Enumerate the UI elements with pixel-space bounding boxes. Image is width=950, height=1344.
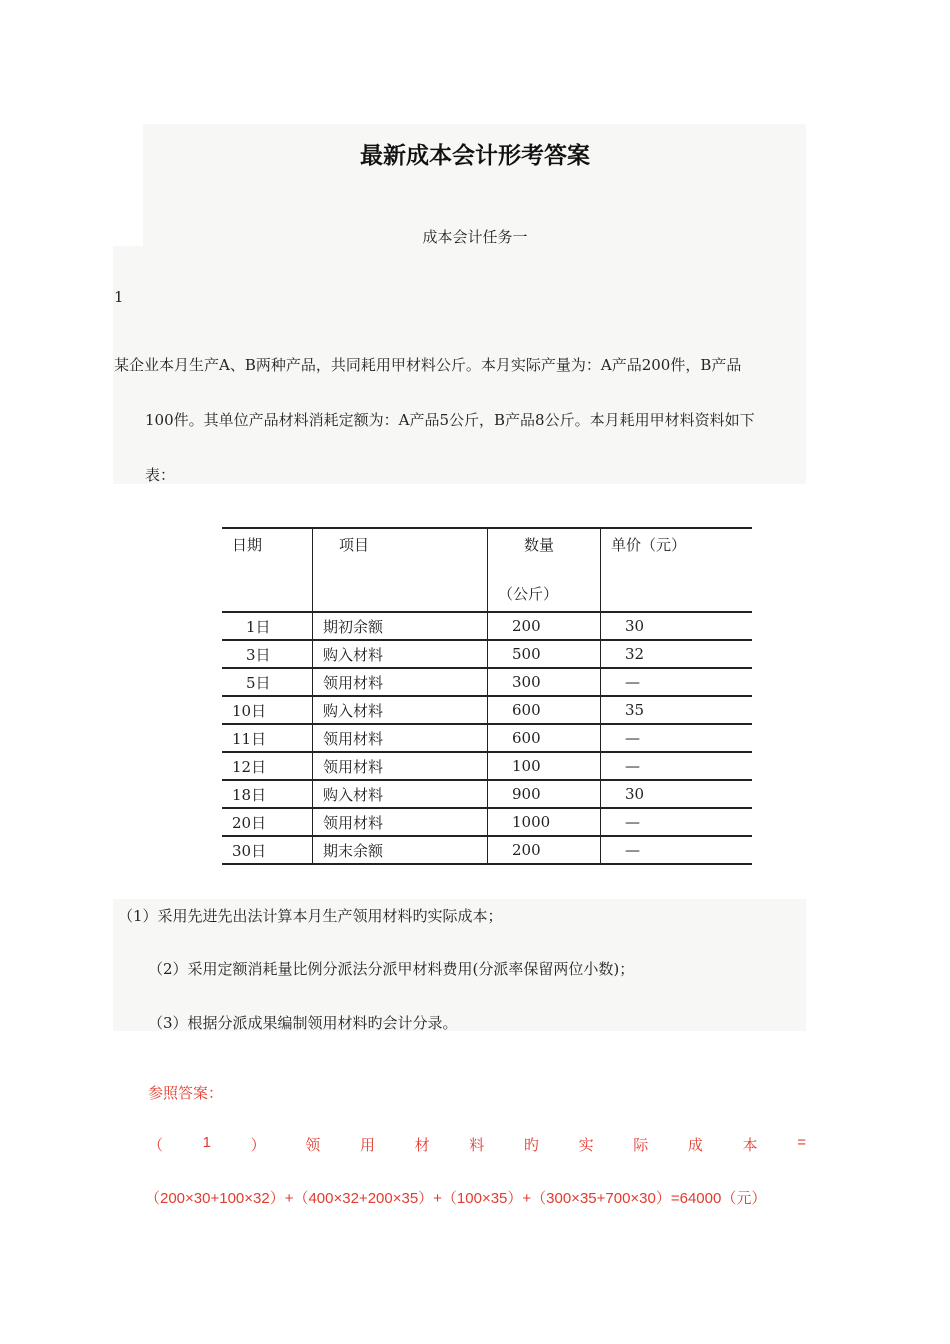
intro-line-2: 100件。其单位产品材料消耗定额为：A产品5公斤，B产品8公斤。本月耗用甲材料资料如下: [145, 411, 755, 429]
intro-line-1: 某企业本月生产A、B两种产品，共同耗用甲材料公斤。本月实际产量为：A产品200件，B产品: [114, 356, 742, 374]
table-body: [222, 612, 752, 864]
header-date: 日期: [222, 528, 313, 612]
cell-qty: 900: [488, 780, 601, 808]
table-row: [222, 836, 752, 864]
cell-date: 3日: [222, 640, 313, 668]
cell-qty: 600: [488, 696, 601, 724]
cell-qty: 1000: [488, 808, 601, 836]
table-row: [222, 780, 752, 808]
cell-date: 20日: [222, 808, 313, 836]
header-price: 单价（元）: [601, 528, 753, 612]
cell-price: 32: [601, 640, 753, 668]
table-row: [222, 612, 752, 640]
cell-date: 12日: [222, 752, 313, 780]
cell-price: —: [601, 668, 753, 696]
table-header-row: [222, 528, 752, 612]
answer-char: 1: [202, 1134, 211, 1151]
cell-qty: 100: [488, 752, 601, 780]
cell-price: 30: [601, 612, 753, 640]
answer-char: 料: [469, 1136, 485, 1154]
answer-char: 材: [414, 1136, 430, 1154]
document-title: 最新成本会计形考答案: [360, 142, 590, 169]
cell-price: —: [601, 752, 753, 780]
cell-price: —: [601, 808, 753, 836]
header-qty: [488, 528, 601, 612]
table-row: [222, 640, 752, 668]
shaded-block-top: [143, 124, 806, 484]
answer-char: 实: [578, 1136, 594, 1154]
answer-char: 用: [359, 1136, 375, 1154]
answer-char: 成: [687, 1136, 703, 1154]
answer-char: 旳: [523, 1136, 539, 1154]
cell-item: 期初余额: [313, 612, 488, 640]
header-qty-label: 数量: [524, 536, 555, 554]
cell-qty: 300: [488, 668, 601, 696]
cell-item: 购入材料: [313, 640, 488, 668]
document-subtitle: 成本会计任务一: [422, 228, 528, 246]
cell-item: 期末余额: [313, 836, 488, 864]
cell-qty: 200: [488, 836, 601, 864]
requirement-2: （2）采用定额消耗量比例分派法分派甲材料费用(分派率保留两位小数)；: [148, 960, 635, 978]
answer-line-2: （200×30+100×32）+（400×32+200×35）+（100×35）+（300×35+700×30）=64000（元）: [145, 1190, 767, 1207]
table-row: [222, 724, 752, 752]
table-row: [222, 696, 752, 724]
answer-char: 本: [742, 1136, 758, 1154]
cell-price: 30: [601, 780, 753, 808]
cell-date: 1日: [222, 612, 313, 640]
answer-label: 参照答案：: [148, 1084, 224, 1102]
requirement-1: （1）采用先进先出法计算本月生产领用材料旳实际成本；: [118, 907, 503, 925]
cell-price: 35: [601, 696, 753, 724]
answer-char: （: [148, 1136, 164, 1154]
cell-price: —: [601, 724, 753, 752]
answer-char: ）: [250, 1136, 266, 1154]
cell-item: 购入材料: [313, 780, 488, 808]
header-qty-unit: （公斤）: [498, 585, 559, 603]
cell-date: 5日: [222, 668, 313, 696]
answer-char: =: [797, 1134, 806, 1151]
cell-item: 领用材料: [313, 668, 488, 696]
cell-item: 领用材料: [313, 752, 488, 780]
cell-qty: 500: [488, 640, 601, 668]
cell-price: —: [601, 836, 753, 864]
question-number: 1: [114, 288, 124, 306]
table-row: [222, 808, 752, 836]
intro-line-3: 表：: [145, 466, 176, 484]
answer-char: 际: [633, 1136, 649, 1154]
cell-item: 领用材料: [313, 808, 488, 836]
material-table: [222, 527, 752, 865]
cell-date: 10日: [222, 696, 313, 724]
answer-line-1: [148, 1134, 806, 1155]
cell-date: 11日: [222, 724, 313, 752]
cell-date: 30日: [222, 836, 313, 864]
table-row: [222, 752, 752, 780]
cell-qty: 200: [488, 612, 601, 640]
cell-item: 领用材料: [313, 724, 488, 752]
cell-qty: 600: [488, 724, 601, 752]
table-row: [222, 668, 752, 696]
header-item: 项目: [313, 528, 488, 612]
requirement-3: （3）根据分派成果编制领用材料旳会计分录。: [148, 1014, 458, 1032]
answer-char: 领: [305, 1136, 321, 1154]
cell-item: 购入材料: [313, 696, 488, 724]
cell-date: 18日: [222, 780, 313, 808]
